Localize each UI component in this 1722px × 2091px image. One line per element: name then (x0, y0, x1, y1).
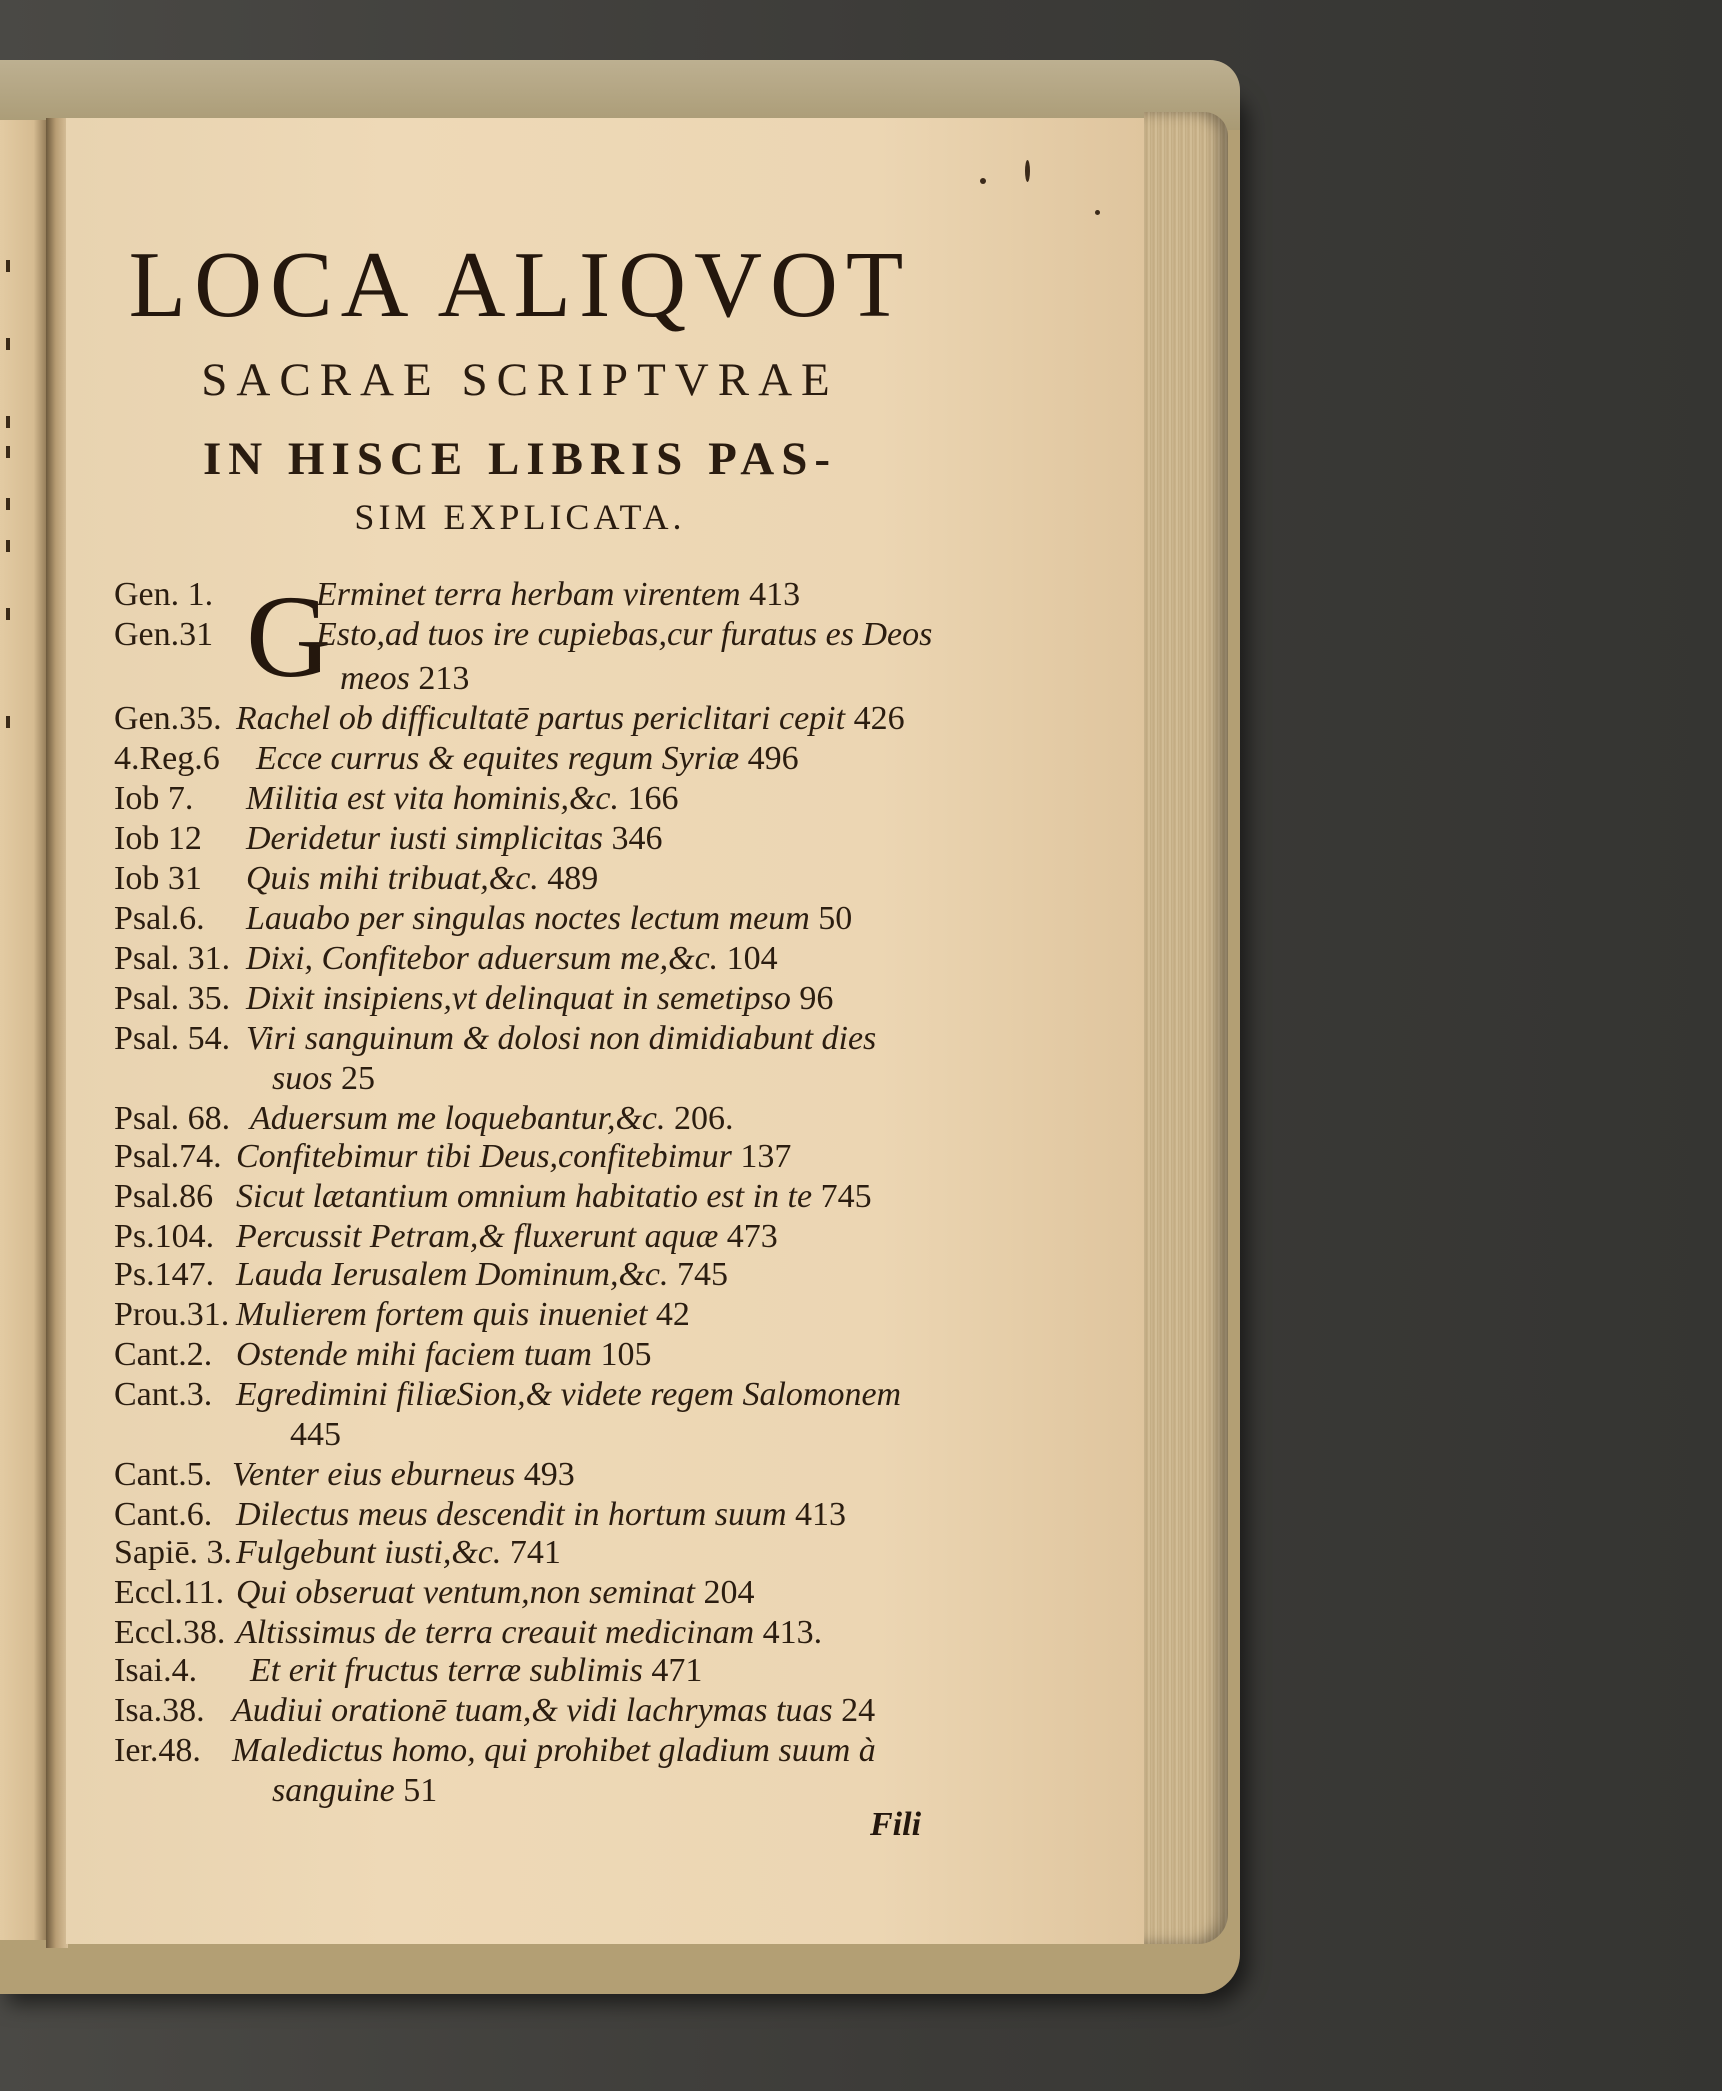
entry-page-number: 42 (647, 1296, 690, 1333)
entry-text (236, 1140, 791, 1174)
entry-reference: Cant.3. (114, 1376, 213, 1413)
entry-reference: Iob 31 (114, 860, 202, 897)
left-page-mark (6, 338, 10, 350)
subtitle-line-1: SACRAE SCRIPTVRAE (201, 354, 839, 406)
entry-passage: Egredimini filiæSion,& videte regem Salomonem (236, 1376, 902, 1413)
catchword: Fili (870, 1806, 922, 1843)
entry-passage: Dixi, Confitebor aduersum me,&c. (246, 940, 719, 977)
entry-text (246, 782, 679, 816)
entry-text (340, 662, 469, 696)
entry-text (236, 1338, 652, 1372)
entry-page-number: 166 (619, 780, 679, 817)
left-page-mark (6, 716, 10, 728)
entry-page-number: 489 (538, 860, 599, 897)
entry-reference: Iob 7. (114, 780, 194, 817)
entry-page-number: 413. (754, 1614, 823, 1651)
entry-passage: Dilectus meus descendit in hortum suum (236, 1496, 787, 1533)
entry-page-number: 213 (409, 660, 470, 697)
entry-reference: Psal. 31. (114, 940, 231, 977)
entry-passage: Fulgebunt iusti,&c. (236, 1534, 502, 1571)
entry-passage: Ostende mihi faciem tuam (236, 1336, 592, 1373)
entry-passage: Lauabo per singulas noctes lectum meum (246, 900, 810, 937)
entry-text (246, 822, 663, 856)
entry-reference: Isa.38. (114, 1692, 205, 1729)
entry-text (246, 1022, 876, 1056)
entry-passage: Militia est vita hominis,&c. (246, 780, 620, 817)
page-title: LOCA ALIQVOT (128, 233, 912, 337)
entry-page-number: 445 (290, 1416, 341, 1453)
entry-text (290, 1418, 341, 1452)
entry-text (236, 1498, 846, 1532)
entry-text (236, 1378, 901, 1412)
entry-reference: 4.Reg.6 (114, 740, 220, 777)
entry-passage: Esto,ad tuos ire cupiebas,cur furatus es Deos (316, 616, 933, 653)
entry-passage: Percussit Petram,& fluxerunt aquæ (236, 1218, 719, 1255)
entry-passage: Erminet terra herbam virentem (316, 576, 741, 613)
entry-page-number: 104 (718, 940, 778, 977)
entry-page-number: 413 (786, 1496, 847, 1533)
entry-page-number: 741 (501, 1534, 561, 1571)
entry-text (236, 1258, 728, 1292)
entry-page-number: 206. (665, 1100, 734, 1137)
entry-passage: Dixit insipiens,vt delinquat in semetipso (246, 980, 791, 1017)
entry-text (246, 982, 833, 1016)
left-page-mark (6, 260, 10, 272)
entry-page-number: 96 (790, 980, 834, 1017)
entry-page-number: 105 (592, 1336, 652, 1373)
entry-text (236, 1220, 778, 1254)
entry-reference: Eccl.11. (114, 1574, 225, 1611)
ink-speck (1025, 160, 1030, 182)
entry-text (236, 1180, 872, 1214)
subtitle-line-3: SIM EXPLICATA. (354, 497, 686, 537)
entry-reference: Cant.6. (114, 1496, 213, 1533)
entry-text (316, 618, 932, 652)
entry-reference: Gen.31 (114, 616, 214, 653)
entry-reference: Cant.2. (114, 1336, 213, 1373)
entry-passage: Lauda Ierusalem Dominum,&c. (236, 1256, 669, 1293)
entry-page-number: 493 (515, 1456, 575, 1493)
left-page-mark (6, 416, 10, 428)
entry-passage: suos (272, 1060, 333, 1097)
entry-passage: Maledictus homo, qui prohibet gladium suum à (232, 1732, 876, 1769)
entry-passage: Rachel ob difficultatē partus periclitari cepit (236, 700, 846, 737)
entry-page-number: 50 (809, 900, 853, 937)
left-page-mark (6, 498, 10, 510)
entry-page-number: 25 (332, 1060, 375, 1097)
entry-passage: Audiui orationē tuam,& vidi lachrymas tuas (232, 1692, 833, 1729)
entry-passage: Qui obseruat ventum,non seminat (236, 1574, 695, 1611)
entry-passage: Quis mihi tribuat,&c. (246, 860, 539, 897)
entry-reference: Ps.147. (114, 1256, 215, 1293)
entry-text (256, 742, 799, 776)
entry-text (232, 1734, 876, 1768)
book-gutter (46, 118, 68, 1948)
entry-page-number: 24 (832, 1692, 876, 1729)
drop-cap: G (246, 571, 332, 702)
entry-text (316, 578, 800, 612)
left-page-strip (0, 120, 48, 1940)
entry-text (246, 862, 598, 896)
entry-text (232, 1458, 575, 1492)
entry-reference: Ps.104. (114, 1218, 215, 1255)
entry-text (246, 902, 852, 936)
entry-page-number: 413 (740, 576, 801, 613)
entry-page-number: 745 (812, 1178, 872, 1215)
entry-passage: sanguine (272, 1772, 395, 1809)
entry-page-number: 51 (394, 1772, 438, 1809)
entry-reference: Sapiē. 3. (114, 1534, 233, 1571)
entry-page-number: 346 (603, 820, 663, 857)
entry-reference: Psal. 54. (114, 1020, 231, 1057)
entry-passage: Ecce currus & equites regum Syriæ (256, 740, 740, 777)
entry-text (232, 1694, 875, 1728)
entry-page-number: 496 (739, 740, 799, 777)
entry-reference: Prou.31. (114, 1296, 230, 1333)
entry-text (272, 1774, 437, 1808)
entry-text (236, 1576, 754, 1610)
entry-passage: Altissimus de terra creauit medicinam (236, 1614, 755, 1651)
ink-speck (1095, 210, 1100, 215)
left-page-mark (6, 608, 10, 620)
entry-reference: Psal.74. (114, 1138, 222, 1175)
entry-reference: Psal. 35. (114, 980, 231, 1017)
page-edges (1144, 112, 1228, 1944)
entry-reference: Iob 12 (114, 820, 202, 857)
entry-passage: Aduersum me loquebantur,&c. (250, 1100, 666, 1137)
entry-page-number: 137 (731, 1138, 792, 1175)
entry-passage: Sicut lætantium omnium habitatio est in te (236, 1178, 813, 1215)
entry-reference: Psal.6. (114, 900, 205, 937)
entry-reference: Eccl.38. (114, 1614, 226, 1651)
entry-page-number: 471 (642, 1652, 703, 1689)
left-page-mark (6, 446, 10, 458)
entry-passage: Et erit fructus terræ sublimis (250, 1652, 643, 1689)
entry-text (236, 1616, 822, 1650)
entry-passage: Venter eius eburneus (232, 1456, 516, 1493)
entry-reference: Gen.35. (114, 700, 222, 737)
left-page-mark (6, 540, 10, 552)
entry-text (236, 1536, 561, 1570)
entry-text (236, 1298, 690, 1332)
entry-text (236, 702, 905, 736)
entry-text (250, 1654, 702, 1688)
subtitle-line-2: IN HISCE LIBRIS PAS- (202, 433, 838, 485)
entry-reference: Psal. 68. (114, 1100, 231, 1137)
entry-page-number: 426 (845, 700, 905, 737)
entry-passage: Viri sanguinum & dolosi non dimidiabunt dies (246, 1020, 877, 1057)
entry-passage: Confitebimur tibi Deus,confitebimur (236, 1138, 732, 1175)
entry-passage: Deridetur iusti simplicitas (246, 820, 603, 857)
entry-text (250, 1102, 734, 1136)
entry-text (272, 1062, 375, 1096)
entry-reference: Cant.5. (114, 1456, 213, 1493)
entry-text (246, 942, 778, 976)
ink-speck (980, 178, 986, 184)
entry-page-number: 204 (694, 1574, 755, 1611)
entry-reference: Isai.4. (114, 1652, 198, 1689)
entry-reference: Gen. 1. (114, 576, 214, 613)
entry-passage: meos (340, 660, 410, 697)
entry-reference: Ier.48. (114, 1732, 201, 1769)
entry-passage: Mulierem fortem quis inueniet (236, 1296, 648, 1333)
entry-page-number: 745 (668, 1256, 729, 1293)
entry-page-number: 473 (718, 1218, 778, 1255)
entry-reference: Psal.86 (114, 1178, 214, 1215)
